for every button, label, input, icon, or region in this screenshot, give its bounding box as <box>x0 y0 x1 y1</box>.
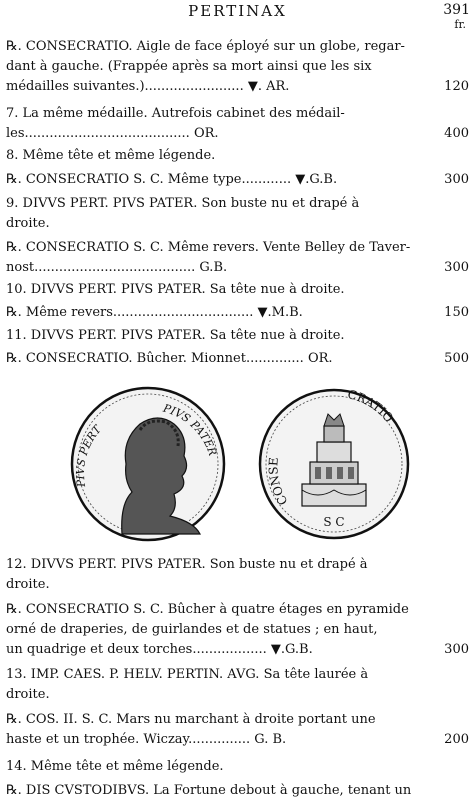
entry-line: orné de draperies, de guirlandes et de statues ; en haut, <box>6 622 378 637</box>
catalogue-entry <box>6 757 469 777</box>
catalogue-entry <box>6 194 469 234</box>
entry-line: 10. DIVVS PERT. PIVS PATER. Sa tête nue à droite. <box>6 282 345 297</box>
entry-line: 9. DIVVS PERT. PIVS PATER. Son buste nu et drapé à <box>6 196 360 211</box>
entry-line: 13. IMP. CAES. P. HELV. PERTIN. AVG. Sa tête laurée à <box>6 667 369 682</box>
reverse-legend-right: CRATIO <box>346 387 397 426</box>
obverse-legend-right: PIVS PATER <box>161 401 220 458</box>
entry-price: 300 <box>440 640 469 660</box>
catalogue-entry <box>6 37 469 97</box>
obverse-legend-left: PIVS PERT <box>73 422 104 488</box>
catalogue-entry <box>6 710 469 750</box>
catalogue-entry <box>6 170 469 190</box>
entry-line: médailles suivantes.)........................ ▼. AR. <box>6 79 290 94</box>
coin-reverse <box>260 387 408 538</box>
catalogue-entry <box>6 781 469 801</box>
entry-price: 200 <box>440 730 469 750</box>
entry-line: haste et un trophée. Wiczay............... G. B. <box>6 732 287 747</box>
entry-price: 120 <box>440 77 469 97</box>
entry-price: 500 <box>440 349 469 369</box>
entry-line: dant à gauche. (Frappée après sa mort ainsi que les six <box>6 59 372 74</box>
entry-line: nost....................................... G.B. <box>6 260 228 275</box>
catalogue-entry <box>6 555 469 595</box>
running-title: PERTINAX <box>188 2 287 20</box>
entry-price: 400 <box>440 124 469 144</box>
catalogue-entry <box>6 303 469 323</box>
reverse-legend-left: CONSE <box>266 456 291 508</box>
catalogue-entry <box>6 600 469 660</box>
catalogue-entry <box>6 349 469 369</box>
catalogue-entry <box>6 280 469 300</box>
entry-price: 300 <box>440 258 469 278</box>
entry-line: ℞. CONSECRATIO. Bûcher. Mionnet.............. OR. <box>6 351 333 366</box>
entry-line: 12. DIVVS PERT. PIVS PATER. Son buste nu et drapé à <box>6 557 368 572</box>
entry-line: 11. DIVVS PERT. PIVS PATER. Sa tête nue à droite. <box>6 328 345 343</box>
catalogue-entry <box>6 238 469 278</box>
page-number: 391 <box>443 2 470 18</box>
coin-illustration <box>62 384 412 544</box>
entry-line: droite. <box>6 687 50 702</box>
entry-line: les........................................ OR. <box>6 126 219 141</box>
catalogue-entry <box>6 146 469 166</box>
entry-line: ℞. Même revers.................................. ▼.M.B. <box>6 305 303 320</box>
entry-line: ℞. DIS CVSTODIBVS. La Fortune debout à gauche, tenant un <box>6 783 412 798</box>
entry-line: droite. <box>6 216 50 231</box>
coin-obverse <box>72 388 224 540</box>
catalogue-entry <box>6 326 469 346</box>
entry-line: 7. La même médaille. Autrefois cabinet des médail- <box>6 106 345 121</box>
entry-line: ℞. COS. II. S. C. Mars nu marchant à droite portant une <box>6 712 376 727</box>
entry-line: ℞. CONSECRATIO S. C. Bûcher à quatre étages en pyramide <box>6 602 409 617</box>
entry-price: 300 <box>440 170 469 190</box>
entry-price: 150 <box>440 303 469 323</box>
catalogue-entry <box>6 104 469 144</box>
entry-line: ℞. CONSECRATIO. Aigle de face éployé sur un globe, regar- <box>6 39 405 54</box>
entry-line: ℞. CONSECRATIO S. C. Même revers. Vente Belley de Taver- <box>6 240 411 255</box>
entry-line: un quadrige et deux torches.................. ▼.G.B. <box>6 642 313 657</box>
catalogue-entry <box>6 665 469 705</box>
entry-line: 14. Même tête et même légende. <box>6 759 224 774</box>
price-unit-label: fr. <box>454 18 466 31</box>
reverse-legend-exergue: S C <box>323 515 345 529</box>
entry-line: droite. <box>6 577 50 592</box>
entry-line: ℞. CONSECRATIO S. C. Même type............ ▼.G.B. <box>6 172 338 187</box>
entry-line: 8. Même tête et même légende. <box>6 148 216 163</box>
